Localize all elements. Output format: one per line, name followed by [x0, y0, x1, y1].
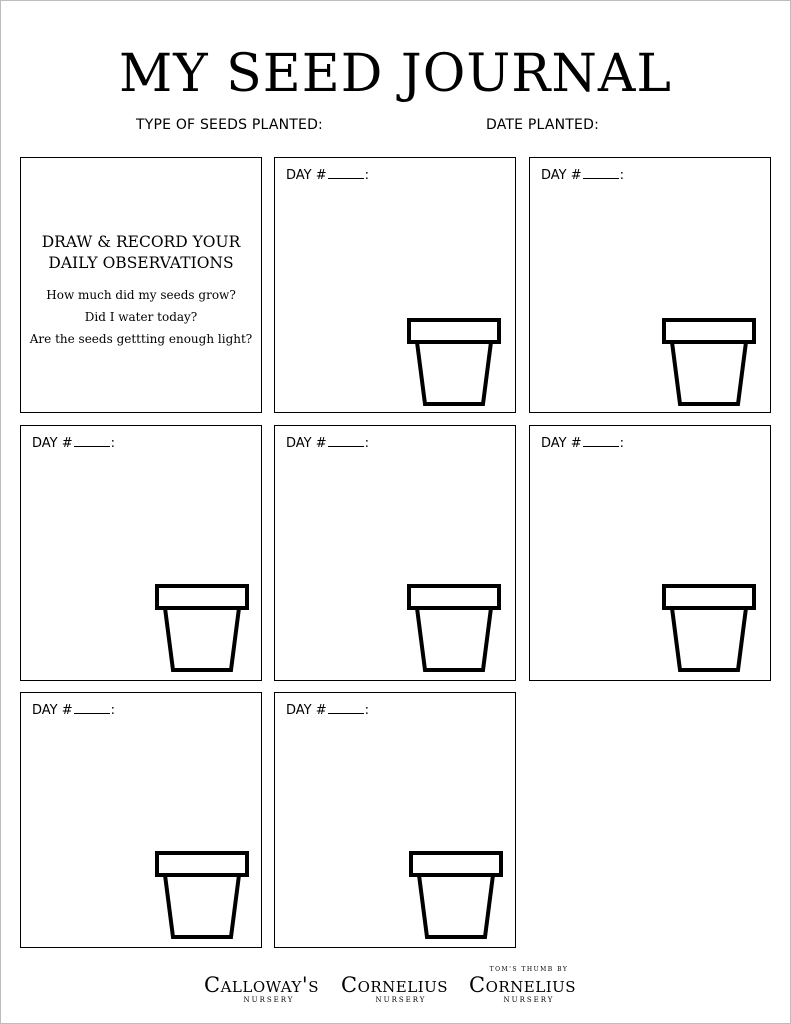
- flower-pot-icon: [409, 851, 503, 939]
- flower-pot-icon: [155, 584, 249, 672]
- day-suffix: :: [619, 168, 625, 183]
- cornelius-nursery-logo: [341, 974, 461, 1005]
- cornelius-logo-main: Cornelius: [341, 973, 449, 997]
- day-suffix: :: [364, 703, 370, 718]
- day-box-3[interactable]: [20, 425, 262, 681]
- day-prefix: DAY #: [286, 436, 327, 451]
- toms-thumb-cornelius-logo: [469, 966, 589, 1005]
- seeds-planted-label: TYPE OF SEEDS PLANTED:: [136, 117, 323, 133]
- day-label: [32, 436, 115, 451]
- flower-pot-icon: [155, 851, 249, 939]
- day-box-5[interactable]: [529, 425, 771, 681]
- instructions-heading-line1: DRAW & RECORD YOUR: [41, 233, 241, 251]
- day-box-1[interactable]: [274, 157, 516, 413]
- day-number-blank[interactable]: [328, 177, 364, 179]
- day-label: [286, 168, 369, 183]
- cornelius-logo-sub: NURSERY: [375, 996, 427, 1004]
- day-prefix: DAY #: [286, 168, 327, 183]
- day-suffix: :: [110, 703, 116, 718]
- toms-thumb-logo-sub: NURSERY: [503, 996, 555, 1004]
- instructions-heading-line2: DAILY OBSERVATIONS: [48, 254, 234, 272]
- instructions: [21, 232, 261, 350]
- day-number-blank[interactable]: [74, 445, 110, 447]
- day-label: [541, 436, 624, 451]
- day-label: [286, 436, 369, 451]
- day-box-2[interactable]: [529, 157, 771, 413]
- day-suffix: :: [364, 436, 370, 451]
- day-prefix: DAY #: [541, 168, 582, 183]
- day-number-blank[interactable]: [328, 445, 364, 447]
- calloways-logo-main: Calloway's: [204, 973, 319, 997]
- toms-thumb-logo-top: TOM'S THUMB BY: [489, 966, 569, 973]
- day-number-blank[interactable]: [583, 445, 619, 447]
- calloways-logo-sub: NURSERY: [243, 996, 295, 1004]
- question-water: Did I water today?: [84, 310, 198, 324]
- date-planted-label: DATE PLANTED:: [486, 117, 599, 133]
- day-label: [32, 703, 115, 718]
- day-number-blank[interactable]: [328, 712, 364, 714]
- footer-logos: [0, 966, 791, 1006]
- page-title: MY SEED JOURNAL: [119, 44, 672, 104]
- flower-pot-icon: [662, 584, 756, 672]
- day-suffix: :: [619, 436, 625, 451]
- question-growth: How much did my seeds grow?: [46, 288, 236, 302]
- instructions-box: [20, 157, 262, 413]
- flower-pot-icon: [407, 584, 501, 672]
- day-label: [541, 168, 624, 183]
- day-box-7[interactable]: [274, 692, 516, 948]
- day-prefix: DAY #: [541, 436, 582, 451]
- instructions-heading: [21, 232, 261, 274]
- flower-pot-icon: [662, 318, 756, 406]
- day-suffix: :: [110, 436, 116, 451]
- day-box-4[interactable]: [274, 425, 516, 681]
- day-suffix: :: [364, 168, 370, 183]
- day-prefix: DAY #: [286, 703, 327, 718]
- toms-thumb-logo-main: Cornelius: [469, 973, 577, 997]
- day-prefix: DAY #: [32, 436, 73, 451]
- day-box-6[interactable]: [20, 692, 262, 948]
- calloways-nursery-logo: [204, 974, 334, 1005]
- question-light: Are the seeds gettting enough light?: [29, 332, 253, 346]
- day-prefix: DAY #: [32, 703, 73, 718]
- day-label: [286, 703, 369, 718]
- flower-pot-icon: [407, 318, 501, 406]
- day-number-blank[interactable]: [74, 712, 110, 714]
- day-number-blank[interactable]: [583, 177, 619, 179]
